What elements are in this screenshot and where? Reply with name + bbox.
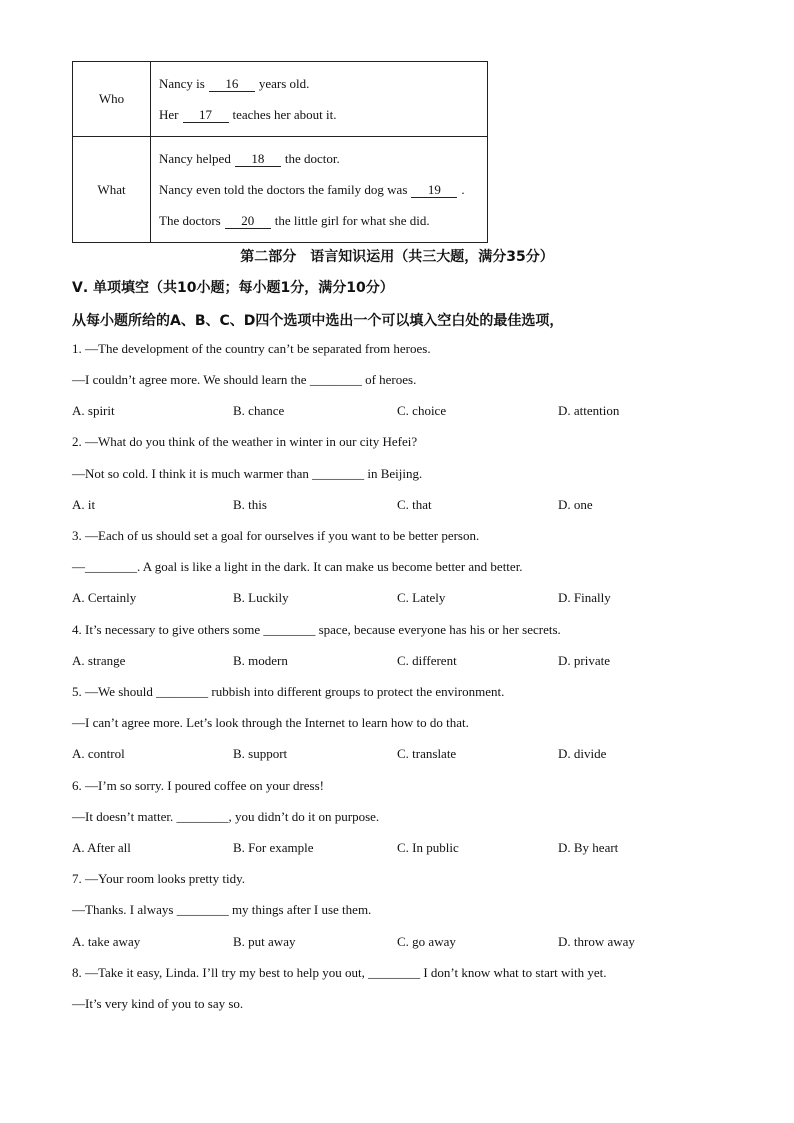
line-text: years old. (258, 76, 310, 91)
question-reply: —Thanks. I always ________ my things after I use them. (72, 902, 372, 917)
table-line (159, 68, 479, 99)
line-text: Nancy is (159, 76, 205, 91)
answer-blank: 20 (225, 213, 271, 229)
option-d: D. private (558, 653, 610, 668)
option-a: A. spirit (72, 403, 115, 418)
row-key: What (73, 137, 151, 243)
line-text: the doctor. (284, 151, 340, 166)
option-c: C. different (397, 653, 457, 668)
option-b: B. chance (233, 403, 285, 418)
table-row-what (73, 137, 488, 243)
question-stem: 3. —Each of us should set a goal for ourselves if you want to be better person. (72, 528, 480, 543)
section-title: Ⅴ. 单项填空（共10小题；每小题1分，满分10分） (72, 280, 394, 296)
option-a: A. strange (72, 653, 126, 668)
answer-blank: 16 (209, 76, 255, 92)
table-line (159, 99, 479, 130)
question-stem: 2. —What do you think of the weather in winter in our city Hefei? (72, 434, 418, 449)
line-text: Nancy helped (159, 151, 231, 166)
option-row (72, 934, 722, 952)
answer-blank: 17 (183, 107, 229, 123)
line-text: Nancy even told the doctors the family dog was (159, 182, 408, 197)
line-text: The doctors (159, 213, 221, 228)
question-stem: 5. —We should ________ rubbish into different groups to protect the environment. (72, 684, 505, 699)
question-reply: —Not so cold. I think it is much warmer than ________ in Beijing. (72, 466, 423, 481)
table-line (159, 174, 479, 205)
option-row (72, 840, 722, 858)
row-content (151, 137, 488, 243)
question-reply: —________. A goal is like a light in the dark. It can make us become better and better. (72, 559, 523, 574)
option-row (72, 497, 722, 515)
option-c: C. go away (397, 934, 456, 949)
question-stem: 6. —I’m so sorry. I poured coffee on your dress! (72, 778, 324, 793)
row-content (151, 62, 488, 137)
answer-blank: 19 (411, 182, 457, 198)
line-text: teaches her about it. (232, 107, 337, 122)
option-d: D. one (558, 497, 593, 512)
part-heading: 第二部分 语言知识运用（共三大题，满分35分） (240, 249, 554, 265)
table-line (159, 143, 479, 174)
option-b: B. support (233, 746, 288, 761)
option-c: C. that (397, 497, 432, 512)
question-reply: —I can’t agree more. Let’s look through the Internet to learn how to do that. (72, 715, 469, 730)
option-b: B. put away (233, 934, 296, 949)
table-row-who (73, 62, 488, 137)
option-c: C. translate (397, 746, 457, 761)
option-d: D. By heart (558, 840, 619, 855)
option-a: A. control (72, 746, 125, 761)
question-stem: 4. It’s necessary to give others some ________ space, because everyone has his or her secrets. (72, 622, 561, 637)
option-d: D. attention (558, 403, 620, 418)
line-text: the little girl for what she did. (274, 213, 430, 228)
option-row (72, 403, 722, 421)
question-stem: 8. —Take it easy, Linda. I’ll try my best to help you out, ________ I don’t know what to start with yet. (72, 965, 607, 980)
option-b: B. this (233, 497, 267, 512)
option-c: C. Lately (397, 590, 446, 605)
option-d: D. Finally (558, 590, 611, 605)
option-a: A. take away (72, 934, 141, 949)
option-d: D. divide (558, 746, 607, 761)
option-a: A. it (72, 497, 96, 512)
option-c: C. In public (397, 840, 459, 855)
option-d: D. throw away (558, 934, 635, 949)
option-b: B. Luckily (233, 590, 289, 605)
option-a: A. After all (72, 840, 131, 855)
question-reply: —It’s very kind of you to say so. (72, 996, 244, 1011)
option-row (72, 653, 722, 671)
line-text: . (461, 182, 465, 197)
table-line (159, 205, 479, 236)
row-key: Who (73, 62, 151, 137)
question-stem: 1. —The development of the country can’t be separated from heroes. (72, 341, 431, 356)
summary-table (72, 61, 488, 243)
question-stem: 7. —Your room looks pretty tidy. (72, 871, 245, 886)
option-b: B. modern (233, 653, 288, 668)
answer-blank: 18 (235, 151, 281, 167)
option-a: A. Certainly (72, 590, 137, 605)
option-b: B. For example (233, 840, 314, 855)
option-c: C. choice (397, 403, 447, 418)
option-row (72, 746, 722, 764)
section-instruction: 从每小题所给的A、B、C、D四个选项中选出一个可以填入空白处的最佳选项， (72, 313, 564, 329)
question-reply: —It doesn’t matter. ________, you didn’t do it on purpose. (72, 809, 380, 824)
question-reply: —I couldn’t agree more. We should learn the ________ of heroes. (72, 372, 417, 387)
line-text: Her (159, 107, 179, 122)
option-row (72, 590, 722, 608)
